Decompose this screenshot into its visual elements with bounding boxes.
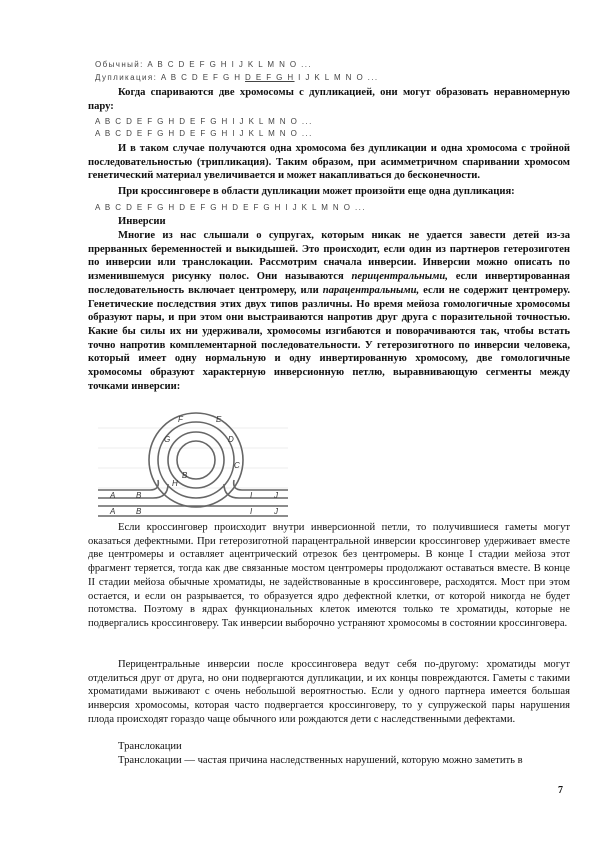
- label-J-top: J: [274, 491, 278, 500]
- label-A-top: A: [110, 491, 116, 500]
- paragraph-1: Когда спариваются две хромосомы с дупликацией, они могут образовать неравномерную пару:: [88, 87, 570, 112]
- label-G: G: [164, 435, 171, 444]
- heading-inversions: Инверсии: [118, 216, 166, 227]
- paragraph-7: Транслокации — частая причина наследственных нарушений, которую можно заметить в: [118, 755, 523, 766]
- label-E: E: [216, 415, 222, 424]
- sequence-dup-part-c: I J K L M N O ...: [294, 73, 379, 82]
- paragraph-6: Перицентральные инверсии после кроссинговера ведут себя по-другому: хроматиды могут отделиться друг от друга, но они подвергаются дупликации, и их концы повреждаются. Гаметы с такими хроматидами выживают с очень небольшой вероятностью. Если у одного партнера имеется большая инверсия хромосомы, которая часто подвергается кроссинговеру, то у супружеской пары нарушения плода происходят гораздо чаще обычного или рождаются дети с наследственными дефектами.: [88, 659, 570, 725]
- label-B-loop: B: [182, 471, 188, 480]
- sequence-pair-2: A B C D E F G H D E F G H I J K L M N O ...: [95, 129, 313, 138]
- paragraph-5: Если кроссинговер происходит внутри инверсионной петли, то получившиеся гаметы могут оказаться дефектными. При гетерозиготной парацентральной инверсии кроссинговер удерживает вместе две центромеры и оставляет ацентрический отрезок без центромеры. В конце I стадии мейоза этот фрагмент теряется, тогда как две связанные мостом центромеры продолжают оставаться вместе. В конце II стадии мейоза обычные хроматиды, не задействованные в кроссинговере, расходятся. Мост при этом остается, и если он разрывается, то образуется ядро дефектной клетки, от которой никогда не будет потомства. Поэтому в ядрах функциональных клеток имеются только те хроматиды, которые не подвергались кроссинговеру. Так инверсии выборочно устраняют хромосомы в состоянии кроссинговера.: [88, 522, 570, 629]
- sequence-triplication: A B C D E F G H D E F G H D E F G H I J K L M N O ...: [95, 203, 366, 212]
- sequence-normal: [95, 60, 312, 69]
- chromosome-outlines: [98, 413, 288, 516]
- paragraph-4-text-a: Многие из нас слышали о супругах, которым никак не удается завести детей из-за прерванных беременностей и выкидышей. Это происходит, если один из партнеров гетерозиготен по инверсии или транслокации. Рассмотрим сначала инверсии. Инверсии можно описать по изменившемуся рисунку полос. Они называются: [88, 230, 570, 283]
- label-H: H: [172, 479, 178, 488]
- label-J-bottom: J: [274, 507, 278, 516]
- paragraph-2: И в таком случае получаются одна хромосома без дупликации и одна хромосома с тройной последовательностью (трипликация). Таким образом, при асимметричном спаривании хромосом генетический материал увеличивается и может накапливаться до бесконечности.: [88, 143, 570, 182]
- label-B-top: B: [136, 491, 142, 500]
- paragraph-3: При кроссинговере в области дупликации может произойти еще одна дупликация:: [118, 186, 515, 197]
- paragraph-4-text-b: если инвертированная последовательность включает центромеру, или: [88, 271, 570, 296]
- paragraph-4: [88, 229, 570, 393]
- sequence-pair-1: A B C D E F G H D E F G H I J K L M N O ...: [95, 117, 313, 126]
- page-number: 7: [558, 785, 563, 796]
- label-B-bottom: B: [136, 507, 142, 516]
- pericentric-term: перицентральными,: [351, 271, 448, 283]
- sequence-dup-part-a: A B C D E F G H: [160, 73, 246, 82]
- sequence-dup-part-b: D E F G H: [245, 73, 295, 82]
- label-A-bottom: A: [110, 507, 116, 516]
- sequence-duplication-label: Дупликация:: [95, 73, 158, 82]
- label-C: C: [234, 461, 240, 470]
- sequence-normal-letters: A B C D E F G H I J K L M N O ...: [147, 60, 313, 69]
- paracentric-term: парацентральными,: [322, 284, 420, 296]
- heading-translocations: Транслокации: [118, 741, 182, 752]
- label-F: F: [178, 415, 183, 424]
- label-I-bottom: I: [250, 507, 253, 516]
- paragraph-4-text-c: если не содержит центромеру. Генетические последствия этих двух типов различны. Но время мейоза гомологичные хромосомы образуют пары, и при этом они выстраиваются напротив друг друга с поразительной точностью. Какие бы силы их ни удерживали, хромосомы изгибаются и поворачиваются так, чтобы встать точно напротив комплементарной последовательности. У гетерозиготного по инверсии человека, который имеет одну нормальную и одну инвертированную хромосому, две гомологичные хромосомы образуют характерную инверсионную петлю, выравнивающую сегменты между точками инверсии:: [88, 284, 570, 392]
- label-I-top: I: [250, 491, 253, 500]
- inversion-loop-diagram: [98, 408, 288, 520]
- sequence-normal-label: Обычный:: [95, 60, 144, 69]
- sequence-duplication: [95, 73, 379, 82]
- label-D: D: [228, 435, 234, 444]
